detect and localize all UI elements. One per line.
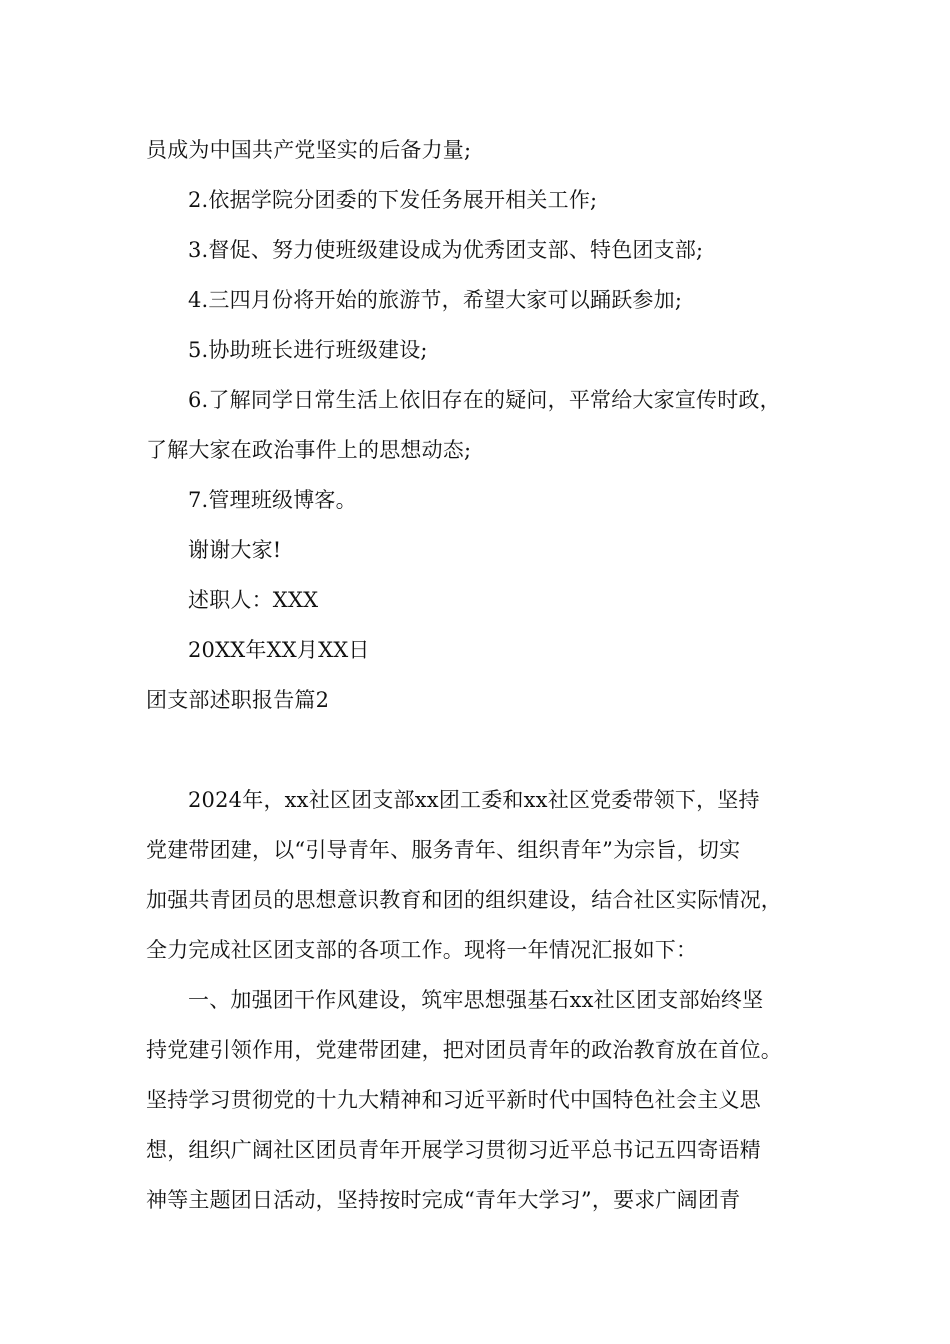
list-item-6-continuation: 了解大家在政治事件上的思想动态; [146,438,472,462]
body-line: 想，组织广阔社区团员青年开展学习贯彻习近平总书记五四寄语精 [146,1138,761,1162]
list-item-7: 7.管理班级博客。 [188,488,357,512]
body-line: 2024年，xx社区团支部xx团工委和xx社区党委带领下，坚持 [188,788,760,812]
date-line: 20XX年XX月XX日 [188,638,370,662]
body-line: 一、加强团干作风建设，筑牢思想强基石xx社区团支部始终坚 [188,988,764,1012]
section-heading: 团支部述职报告篇2 [146,688,330,712]
body-line: 全力完成社区团支部的各项工作。现将一年情况汇报如下： [146,938,698,962]
signature-line: 述职人：XXX [188,588,319,612]
list-item-3: 3.督促、努力使班级建设成为优秀团支部、特色团支部; [188,238,704,262]
body-line: 加强共青团员的思想意识教育和团的组织建设，结合社区实际情况， [146,888,782,912]
list-item-4: 4.三四月份将开始的旅游节，希望大家可以踊跃参加; [188,288,683,312]
list-item-5: 5.协助班长进行班级建设; [188,338,428,362]
paragraph-continuation: 员成为中国共产党坚实的后备力量; [146,138,472,162]
list-item-2: 2.依据学院分团委的下发任务展开相关工作; [188,188,598,212]
list-item-6: 6.了解同学日常生活上依旧存在的疑问，平常给大家宣传时政， [188,388,781,412]
body-line: 坚持学习贯彻党的十九大精神和习近平新时代中国特色社会主义思 [146,1088,761,1112]
body-line: 持党建引领作用，党建带团建，把对团员青年的政治教育放在首位。 [146,1038,782,1062]
body-line: 党建带团建，以“引导青年、服务青年、组织青年”为宗旨，切实 [146,838,741,862]
closing-thanks: 谢谢大家! [188,538,282,562]
body-line: 神等主题团日活动，坚持按时完成“青年大学习”，要求广阔团青 [146,1188,741,1212]
